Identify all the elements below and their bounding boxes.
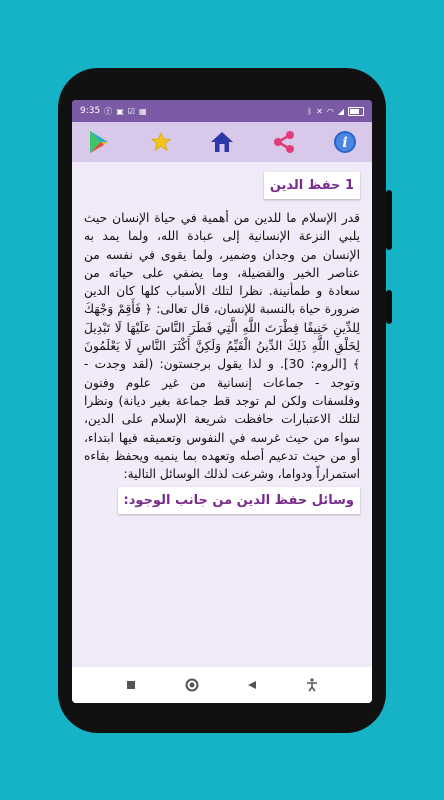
info-button[interactable] (330, 127, 360, 157)
star-icon (150, 131, 172, 153)
home-icon (210, 131, 234, 153)
signal-icon: ◢ (337, 106, 344, 116)
share-button[interactable] (269, 127, 299, 157)
mute-icon: ✕ (316, 106, 323, 116)
home-circle-icon[interactable] (185, 678, 199, 692)
play-store-button[interactable] (84, 127, 114, 157)
phone-volume-button (386, 190, 392, 250)
phone-screen (72, 100, 372, 703)
svg-text:i: i (342, 135, 348, 151)
calendar-icon: ▦ (138, 106, 147, 116)
phone-power-button (386, 290, 392, 324)
article-body: قدر الإسلام ما للدين من أهمية في حياة الإنسان حيث يلبي النزعة الإنسانية إلى عبادة الله، ولما يمد به الإنسان من وجدان وضمير، ولما يقوى في نفسه من عناصر الخير والفضيلة، وما يضفي على حياته من سعادة و طمأنينة. نظرا لتلك الأسباب كلها كان الدين ضرورة حياة بالنسبة للإنسان، قال تعالى: ﴿ فَأَقِمْ وَجْهَكَ لِلدِّينِ حَنِيفًا فِطْرَتَ اللَّهِ الَّتِي فَطَرَ النَّاسَ عَلَيْهَا لَا تَبْدِيلَ لِخَلْقِ اللَّهِ ذَلِكَ الدِّينُ الْقَيِّمُ وَلَكِنَّ أَكْثَرَ النَّاسِ لَا يَعْلَمُونَ ﴾ [الروم: 30]. و لذا يقول برجستون: (لقد وجدت - وتوجد - جماعات إنسانية من غير علوم وفنون وفلسفات ولكن لم توجد قط جماعة بغير ديانة) ونظرا لتلك الاعتبارات حافظت شريعة الإسلام على الدين، سواء من حيث غرسه في النفوس وتعميقه فيها ابتداء، أو من حيث تدعيم أصله وتعهده بما ينميه ويحفظ بقاءه استمراراً ودواما، وشرعت لذلك الوسائل التالية: (84, 211, 361, 482)
info-icon (333, 130, 357, 154)
toolbar (72, 122, 372, 162)
battery-icon (348, 107, 364, 116)
article-heading: 1 حفظ الدين (264, 172, 360, 199)
android-nav-bar (72, 667, 372, 703)
stop-icon[interactable] (126, 680, 136, 690)
back-icon[interactable] (247, 680, 257, 690)
bluetooth-icon: ᛒ (307, 106, 313, 116)
status-bar (72, 100, 372, 122)
article-subheading: وسائل حفظ الدين من جانب الوجود: (118, 487, 360, 514)
status-time: 9:35 (80, 106, 101, 116)
home-button[interactable] (207, 127, 237, 157)
rate-button[interactable] (146, 127, 176, 157)
accessibility-icon[interactable] (306, 678, 318, 692)
article-content (72, 162, 372, 667)
check-icon: ☑ (127, 106, 135, 116)
bag-icon: ▣ (116, 106, 124, 116)
facebook-icon: ⓕ (104, 106, 113, 116)
wifi-icon: ◠ (326, 106, 334, 116)
share-icon (272, 130, 296, 154)
play-store-icon (88, 130, 110, 154)
